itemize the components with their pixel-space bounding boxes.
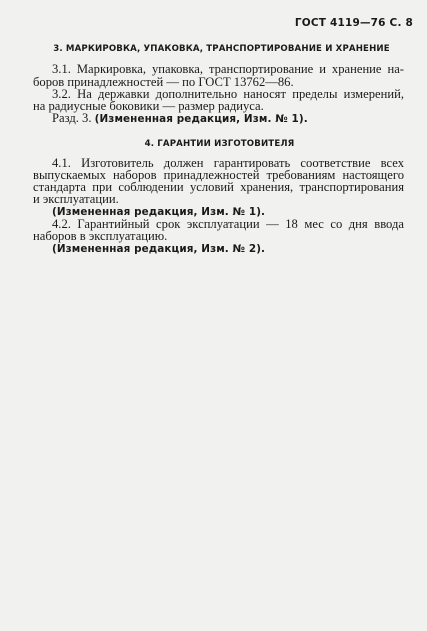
section-3-p2-line1: 3.2. На державки дополнительно наносят пределы измерений, bbox=[52, 87, 404, 101]
revision-note: (Измененная редакция, Изм. № 2). bbox=[52, 243, 266, 255]
section-3-revision bbox=[52, 112, 308, 125]
section-4-title: 4. ГАРАНТИИ ИЗГОТОВИТЕЛЯ bbox=[144, 139, 295, 149]
section-4-p2-line1: 4.2. Гарантийный срок эксплуатации — 18 мес со дня ввода bbox=[52, 217, 404, 231]
section-3-razd-prefix: Разд. 3. bbox=[52, 111, 92, 125]
section-4-p1-line3: стандарта при соблюдении условий хранения, транспортирования bbox=[33, 180, 404, 194]
section-4-p1-line2: выпускаемых наборов принадлежностей требованиям настоящего bbox=[33, 168, 404, 182]
section-3-p2-line2: на радиусные боковики — размер радиуса. bbox=[33, 99, 264, 113]
section-3-p1-line2: боров принадлежностей — по ГОСТ 13762—86. bbox=[33, 75, 294, 89]
revision-note: (Измененная редакция, Изм. № 1). bbox=[52, 206, 266, 218]
section-4-p1-line1: 4.1. Изготовитель должен гарантировать соответствие всех bbox=[52, 156, 404, 170]
section-4-p1-line4: и эксплуатации. bbox=[33, 192, 119, 206]
revision-note: (Измененная редакция, Изм. № 1). bbox=[94, 113, 308, 125]
section-3-title: 3. МАРКИРОВКА, УПАКОВКА, ТРАНСПОРТИРОВАНИЕ И ХРАНЕНИЕ bbox=[53, 44, 390, 54]
section-4-p2-line2: наборов в эксплуатацию. bbox=[33, 229, 168, 243]
section-3-p1-line1: 3.1. Маркировка, упаковка, транспортирование и хранение на- bbox=[52, 62, 404, 76]
page-header: ГОСТ 4119—76 С. 8 bbox=[294, 17, 413, 29]
